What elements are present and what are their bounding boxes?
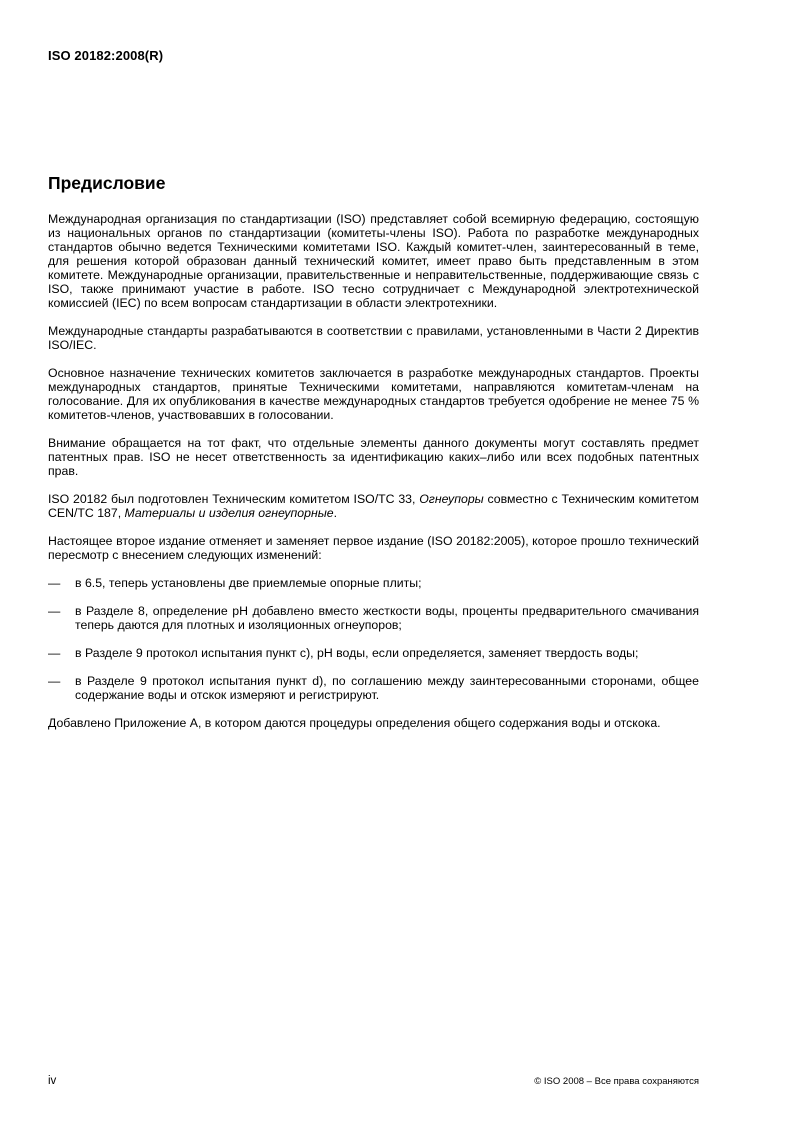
document-id: ISO 20182:2008(R) <box>48 48 164 63</box>
section-title: Предисловие <box>48 173 166 193</box>
change-list-item <box>48 604 699 632</box>
paragraph-iso-overview: Международная организация по стандартизации (ISO) представляет собой всемирную федерацию, состоящую из национальных органов по стандартизации (комитеты-члены ISO). Работа по разработке международных стандартов обычно ведется Техническими комитетами ISO. Каждый комитет-член, заинтересованный в теме, для решения которой образован данный технический комитет, имеет право быть представленным в этом комитете. Международные организации, правительственные и неправительственные, поддерживающие связь с ISO, также принимают участие в работе. ISO тесно сотрудничает с Международной электротехнической комиссией (IEC) по всем вопросам стандартизации в области электротехники. <box>48 212 699 310</box>
change-item-text: в Разделе 8, определение pH добавлено вместо жесткости воды, проценты предварительного смачивания теперь даются для плотных и изоляционных огнеупоров; <box>75 604 699 632</box>
change-list-item <box>48 576 699 590</box>
paragraph-committee-purpose: Основное назначение технических комитетов заключается в разработке международных стандартов. Проекты международных стандартов, принятые Техническими комитетами, направляются комитетам-членам на голосование. Для их опубликования в качестве международных стандартов требуется одобрение не менее 75 % комитетов-членов, участвовавших в голосовании. <box>48 366 699 422</box>
paragraph-second-edition: Настоящее второе издание отменяет и заменяет первое издание (ISO 20182:2005), которое прошло технический пересмотр с внесением следующих изменений: <box>48 534 699 562</box>
prepared-by-text-1: ISO 20182 был подготовлен Техническим комитетом ISO/TC 33, <box>48 492 420 506</box>
dash-bullet: — <box>48 604 61 618</box>
copyright-notice: © ISO 2008 – Все права сохраняются <box>534 1076 699 1087</box>
change-item-text: в Разделе 9 протокол испытания пункт d), по соглашению между заинтересованными сторонами, общее содержание воды и отскок измеряют и регистрируют. <box>75 674 699 702</box>
paragraph-prepared-by <box>48 492 699 520</box>
change-list-item <box>48 674 699 702</box>
paragraph-annex-a: Добавлено Приложение А, в котором даются процедуры определения общего содержания воды и отскока. <box>48 716 661 730</box>
paragraph-directives: Международные стандарты разрабатываются в соответствии с правилами, установленными в Части 2 Директив ISO/IEC. <box>48 324 699 352</box>
change-item-text: в 6.5, теперь установлены две приемлемые опорные плиты; <box>75 576 422 590</box>
committee-name-refractories: Огнеупоры <box>419 492 484 506</box>
committee-name-materials: Материалы и изделия огнеупорные <box>124 506 334 520</box>
dash-bullet: — <box>48 646 61 660</box>
change-list-item <box>48 646 699 660</box>
page-number: iv <box>48 1075 57 1087</box>
prepared-by-text-3: . <box>333 506 338 520</box>
dash-bullet: — <box>48 576 61 590</box>
change-item-text: в Разделе 9 протокол испытания пункт с), рН воды, если определяется, заменяет твердость воды; <box>75 646 639 660</box>
foreword-body <box>48 212 699 744</box>
dash-bullet: — <box>48 674 61 688</box>
paragraph-patent-notice: Внимание обращается на тот факт, что отдельные элементы данного документы могут составлять предмет патентных прав. ISO не несет ответственность за идентификацию каких–либо или всех подобных патентных прав. <box>48 436 699 478</box>
prepared-by-text-2: совместно с Техническим комитетом CEN/TC 187, <box>48 492 699 520</box>
